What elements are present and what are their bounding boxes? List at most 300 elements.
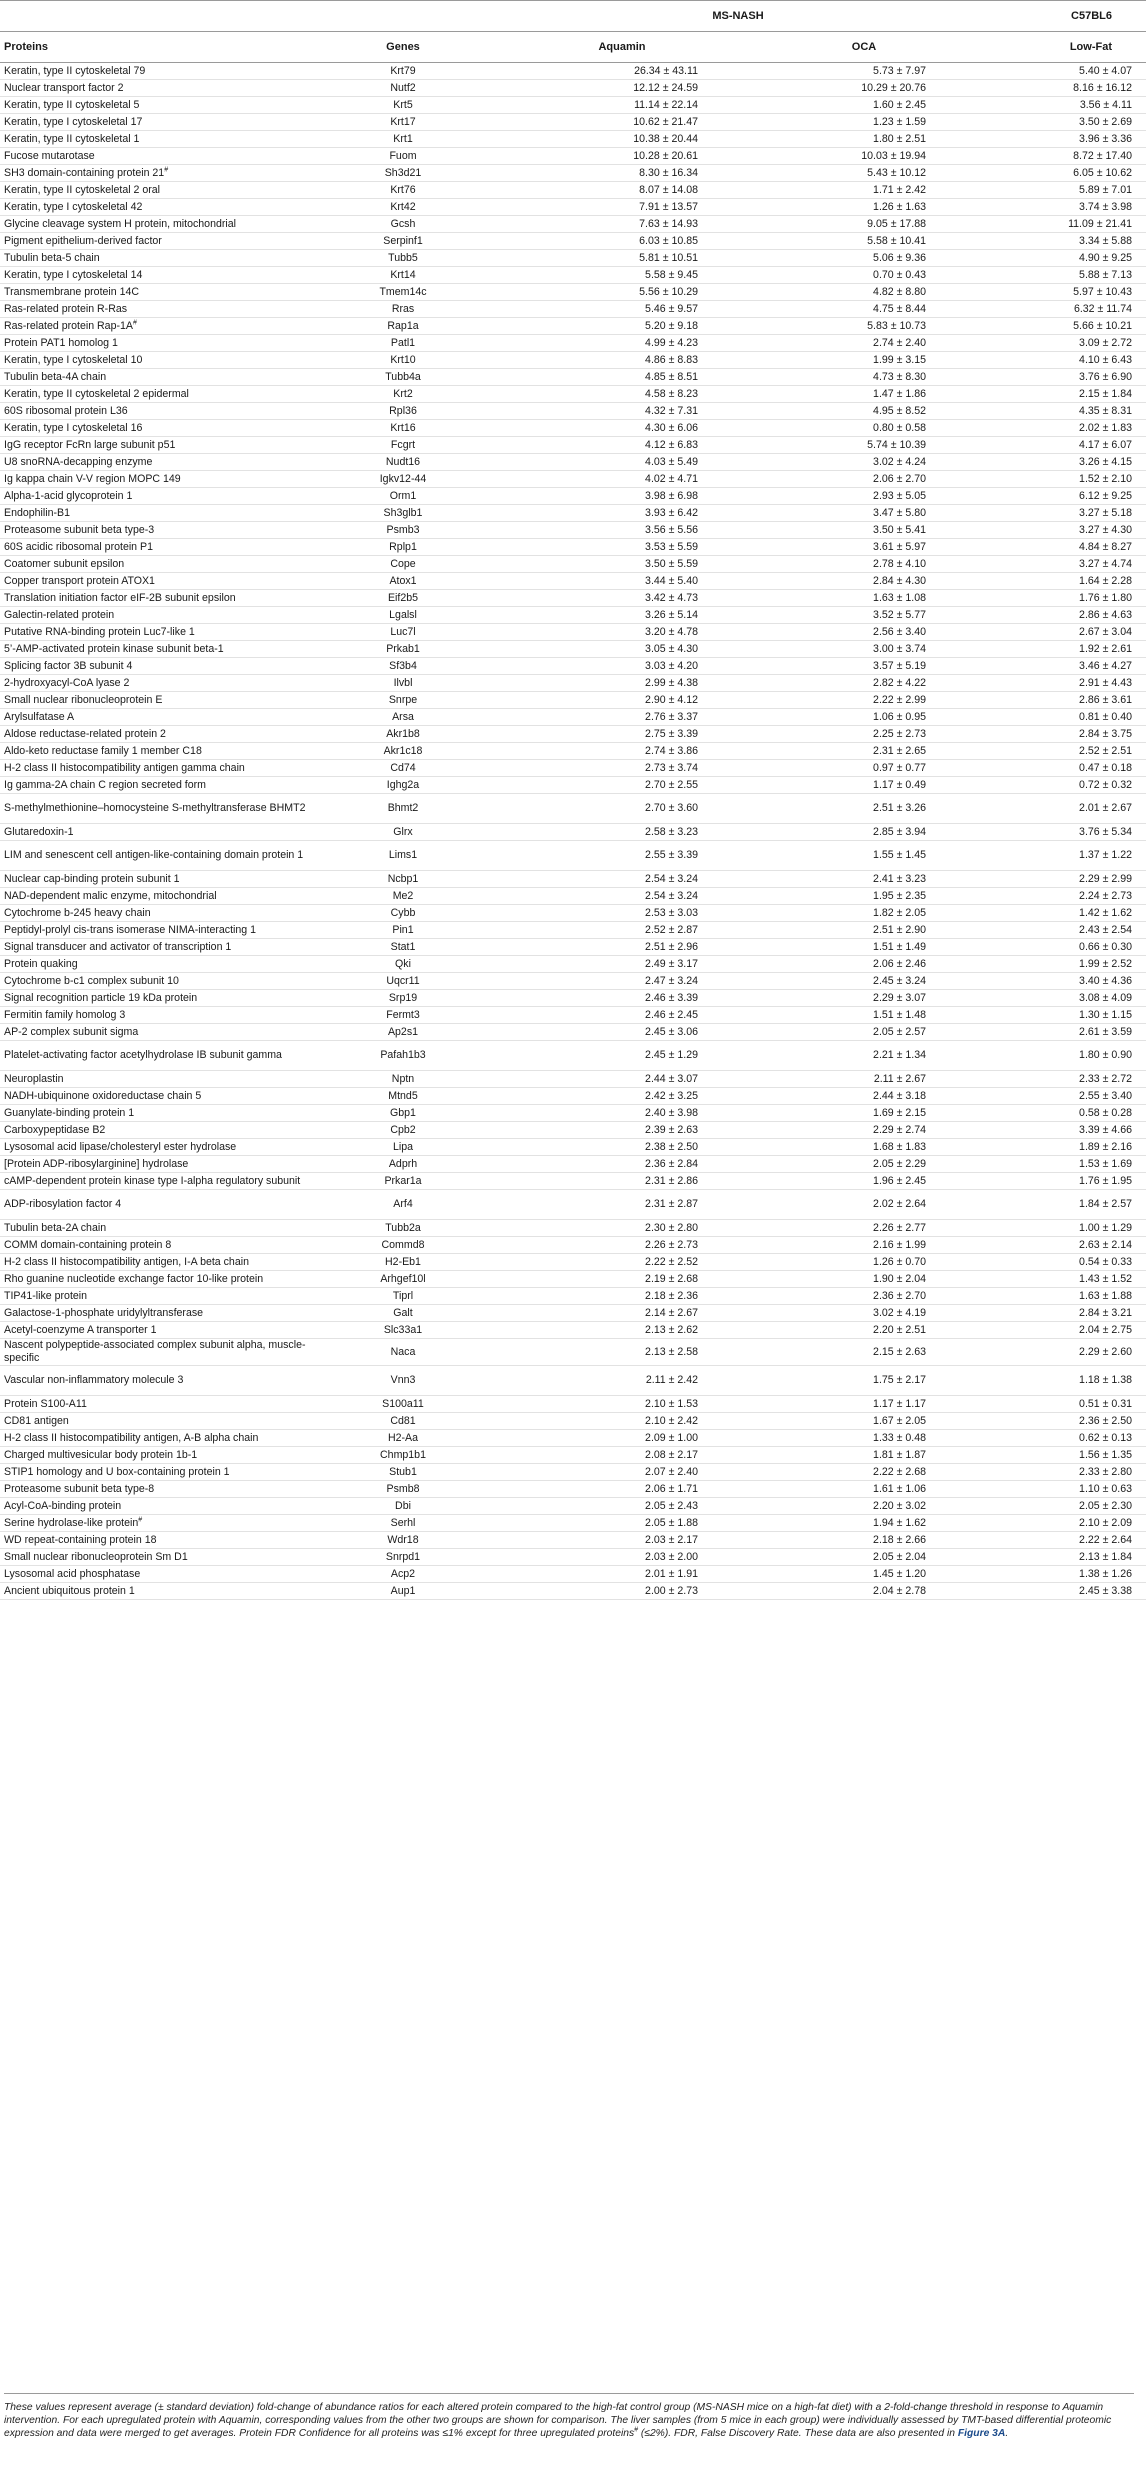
gene-cell [310, 250, 496, 267]
low-fat-cell-text: 1.43 ± 1.52 [1079, 1272, 1132, 1285]
low-fat-cell [980, 1498, 1146, 1515]
low-fat-cell [980, 1447, 1146, 1464]
gene-cell [310, 148, 496, 165]
table-row [0, 216, 1146, 233]
table-row [0, 726, 1146, 743]
oca-cell [748, 437, 980, 454]
table-row [0, 1532, 1146, 1549]
gene-cell-text: Uqcr11 [386, 974, 420, 987]
table-row [0, 1305, 1146, 1322]
low-fat-cell [980, 267, 1146, 284]
table-row [0, 1288, 1146, 1305]
gene-cell-text: Eif2b5 [387, 591, 419, 604]
protein-cell [0, 1139, 310, 1156]
oca-cell [748, 1041, 980, 1071]
aquamin-cell-text: 4.58 ± 8.23 [645, 387, 698, 400]
aquamin-cell-text: 8.30 ± 16.34 [639, 166, 698, 179]
aquamin-cell [496, 1237, 748, 1254]
table-row [0, 386, 1146, 403]
aquamin-cell-text: 3.05 ± 4.30 [645, 642, 698, 655]
low-fat-cell-text: 2.91 ± 4.43 [1079, 676, 1132, 689]
oca-cell-text: 1.06 ± 0.95 [873, 710, 926, 723]
oca-cell-text: 2.22 ± 2.68 [873, 1465, 926, 1478]
low-fat-cell-text: 3.56 ± 4.11 [1079, 98, 1132, 111]
oca-cell-text: 2.05 ± 2.29 [873, 1157, 926, 1170]
oca-cell [748, 250, 980, 267]
table-row [0, 905, 1146, 922]
footnote-marker: # [132, 318, 137, 326]
table-row [0, 80, 1146, 97]
aquamin-cell [496, 726, 748, 743]
gene-cell-text: Slc33a1 [383, 1323, 423, 1336]
aquamin-cell [496, 1464, 748, 1481]
aquamin-cell-text: 2.51 ± 2.96 [645, 940, 698, 953]
aquamin-cell [496, 824, 748, 841]
oca-cell-text: 5.74 ± 10.39 [867, 438, 926, 451]
table-row [0, 658, 1146, 675]
gene-cell-text: Wdr18 [387, 1533, 419, 1546]
gene-cell-text: Snrpd1 [385, 1550, 421, 1563]
protein-cell [0, 1024, 310, 1041]
low-fat-cell-text: 0.72 ± 0.32 [1079, 778, 1132, 791]
low-fat-cell-text: 2.61 ± 3.59 [1079, 1025, 1132, 1038]
low-fat-cell [980, 318, 1146, 335]
oca-cell [748, 939, 980, 956]
low-fat-cell [980, 284, 1146, 301]
protein-cell [0, 1396, 310, 1413]
protein-cell [0, 641, 310, 658]
low-fat-cell-text: 3.46 ± 4.27 [1079, 659, 1132, 672]
gene-cell [310, 403, 496, 420]
low-fat-cell [980, 131, 1146, 148]
gene-cell [310, 1105, 496, 1122]
gene-cell-text: Lgalsl [389, 608, 417, 621]
low-fat-cell [980, 1532, 1146, 1549]
protein-cell-text: 60S ribosomal protein L36 [4, 404, 128, 417]
protein-cell-text: Ig gamma-2A chain C region secreted form [4, 778, 206, 791]
table-row [0, 148, 1146, 165]
table-row [0, 1088, 1146, 1105]
aquamin-cell-text: 2.45 ± 3.06 [645, 1025, 698, 1038]
oca-cell [748, 1566, 980, 1583]
column-header-aquamin: Aquamin [496, 32, 748, 63]
oca-cell-text: 2.85 ± 3.94 [873, 825, 926, 838]
aquamin-cell [496, 1366, 748, 1396]
gene-cell-text: Ncbp1 [387, 872, 419, 885]
low-fat-cell-text: 0.62 ± 0.13 [1079, 1431, 1132, 1444]
table-row [0, 522, 1146, 539]
low-fat-cell [980, 1156, 1146, 1173]
protein-cell [0, 1305, 310, 1322]
oca-cell [748, 471, 980, 488]
low-fat-cell [980, 1288, 1146, 1305]
gene-cell [310, 1041, 496, 1071]
gene-cell [310, 454, 496, 471]
protein-cell [0, 539, 310, 556]
gene-cell [310, 420, 496, 437]
oca-cell [748, 488, 980, 505]
low-fat-cell [980, 386, 1146, 403]
table-row [0, 267, 1146, 284]
protein-cell-text: Fermitin family homolog 3 [4, 1008, 126, 1021]
table-row [0, 888, 1146, 905]
gene-cell [310, 1481, 496, 1498]
oca-cell [748, 1430, 980, 1447]
oca-cell-text: 1.96 ± 2.45 [873, 1174, 926, 1187]
gene-cell [310, 131, 496, 148]
oca-cell-text: 2.41 ± 3.23 [873, 872, 926, 885]
oca-cell [748, 335, 980, 352]
aquamin-cell-text: 2.00 ± 2.73 [645, 1584, 698, 1597]
low-fat-cell-text: 1.53 ± 1.69 [1079, 1157, 1132, 1170]
aquamin-cell [496, 505, 748, 522]
protein-cell-text: Splicing factor 3B subunit 4 [4, 659, 133, 672]
low-fat-cell [980, 199, 1146, 216]
protein-cell-text: Vascular non-inflammatory molecule 3 [4, 1374, 184, 1386]
table-row [0, 1271, 1146, 1288]
aquamin-cell-text: 3.44 ± 5.40 [645, 574, 698, 587]
protein-cell [0, 1549, 310, 1566]
protein-cell [0, 488, 310, 505]
low-fat-cell [980, 1430, 1146, 1447]
aquamin-cell [496, 522, 748, 539]
protein-cell [0, 607, 310, 624]
aquamin-cell [496, 1447, 748, 1464]
protein-cell [0, 1156, 310, 1173]
low-fat-cell [980, 658, 1146, 675]
oca-cell [748, 726, 980, 743]
low-fat-cell-text: 1.84 ± 2.57 [1079, 1198, 1132, 1210]
aquamin-cell-text: 2.03 ± 2.17 [645, 1533, 698, 1546]
protein-cell-text: Coatomer subunit epsilon [4, 557, 125, 570]
protein-cell-text: U8 snoRNA-decapping enzyme [4, 455, 153, 468]
table-row [0, 352, 1146, 369]
low-fat-cell [980, 1481, 1146, 1498]
protein-cell-text: WD repeat-containing protein 18 [4, 1533, 157, 1546]
aquamin-cell [496, 1122, 748, 1139]
oca-cell [748, 956, 980, 973]
aquamin-cell-text: 2.06 ± 1.71 [645, 1482, 698, 1495]
gene-cell [310, 1237, 496, 1254]
table-row [0, 743, 1146, 760]
table-row [0, 1220, 1146, 1237]
oca-cell-text: 2.74 ± 2.40 [873, 336, 926, 349]
low-fat-cell-text: 0.81 ± 0.40 [1079, 710, 1132, 723]
low-fat-cell [980, 63, 1146, 80]
protein-cell-text: H-2 class II histocompatibility antigen gamma chain [4, 761, 245, 774]
oca-cell [748, 1305, 980, 1322]
gene-cell [310, 658, 496, 675]
oca-cell [748, 1156, 980, 1173]
table-row [0, 1024, 1146, 1041]
table-row [0, 1139, 1146, 1156]
figure-link[interactable]: Figure 3A [957, 2428, 1006, 2440]
oca-cell [748, 505, 980, 522]
aquamin-cell [496, 743, 748, 760]
low-fat-cell-text: 2.84 ± 3.75 [1079, 727, 1132, 740]
low-fat-cell-text: 2.43 ± 2.54 [1079, 923, 1132, 936]
aquamin-cell-text: 2.70 ± 2.55 [645, 778, 698, 791]
gene-cell [310, 335, 496, 352]
oca-cell [748, 1007, 980, 1024]
low-fat-cell-text: 0.66 ± 0.30 [1079, 940, 1132, 953]
protein-cell-text: Nascent polypeptide-associated complex subunit alpha, muscle-specific [4, 1339, 306, 1364]
table-footnote [4, 2393, 1134, 2441]
low-fat-cell [980, 148, 1146, 165]
low-fat-cell-text: 2.04 ± 2.75 [1079, 1323, 1132, 1336]
oca-cell-text: 0.97 ± 0.77 [873, 761, 926, 774]
aquamin-cell-text: 2.39 ± 2.63 [645, 1123, 698, 1136]
gene-cell-text: Adprh [388, 1157, 418, 1170]
gene-cell [310, 607, 496, 624]
oca-cell-text: 1.23 ± 1.59 [873, 115, 926, 128]
protein-cell-text: CD81 antigen [4, 1414, 69, 1427]
protein-cell-text: Glutaredoxin-1 [4, 825, 74, 838]
aquamin-cell-text: 2.14 ± 2.67 [645, 1306, 698, 1319]
protein-cell-text: Lysosomal acid phosphatase [4, 1567, 141, 1580]
low-fat-cell [980, 956, 1146, 973]
gene-cell [310, 1088, 496, 1105]
gene-cell [310, 437, 496, 454]
aquamin-cell-text: 4.30 ± 6.06 [645, 421, 698, 434]
oca-cell-text: 2.06 ± 2.46 [873, 957, 926, 970]
gene-cell-text: Fcgrt [390, 438, 416, 451]
oca-cell-text: 3.50 ± 5.41 [873, 523, 926, 536]
protein-cell-text: Aldose reductase-related protein 2 [4, 727, 166, 740]
gene-cell [310, 1156, 496, 1173]
protein-cell [0, 556, 310, 573]
low-fat-cell [980, 841, 1146, 871]
protein-cell [0, 267, 310, 284]
low-fat-cell-text: 2.55 ± 3.40 [1079, 1089, 1132, 1102]
oca-cell [748, 148, 980, 165]
protein-cell [0, 939, 310, 956]
gene-cell [310, 1447, 496, 1464]
table-row [0, 131, 1146, 148]
aquamin-cell-text: 2.07 ± 2.40 [645, 1465, 698, 1478]
gene-cell [310, 539, 496, 556]
protein-cell-text: Carboxypeptidase B2 [4, 1123, 106, 1136]
oca-cell [748, 973, 980, 990]
oca-cell-text: 2.29 ± 2.74 [873, 1123, 926, 1136]
gene-cell-text: Sf3b4 [389, 659, 417, 672]
protein-cell-text: Putative RNA-binding protein Luc7-like 1 [4, 625, 195, 638]
aquamin-cell-text: 4.85 ± 8.51 [645, 370, 698, 383]
low-fat-cell-text: 1.38 ± 1.26 [1079, 1567, 1132, 1580]
aquamin-cell [496, 1430, 748, 1447]
protein-cell [0, 386, 310, 403]
protein-cell [0, 1339, 310, 1366]
oca-cell [748, 1122, 980, 1139]
protein-cell [0, 743, 310, 760]
oca-cell-text: 2.93 ± 5.05 [873, 489, 926, 502]
low-fat-cell [980, 114, 1146, 131]
gene-cell-text: Rras [391, 302, 415, 315]
gene-cell-text: Stub1 [389, 1465, 417, 1478]
low-fat-cell [980, 233, 1146, 250]
gene-cell-text: Atox1 [389, 574, 417, 587]
gene-cell [310, 841, 496, 871]
oca-cell [748, 709, 980, 726]
oca-cell-text: 2.56 ± 3.40 [873, 625, 926, 638]
low-fat-cell-text: 2.52 ± 2.51 [1079, 744, 1132, 757]
protein-cell-text: Nuclear cap-binding protein subunit 1 [4, 872, 180, 885]
aquamin-cell [496, 420, 748, 437]
low-fat-cell-text: 2.22 ± 2.64 [1079, 1533, 1132, 1546]
gene-cell [310, 488, 496, 505]
gene-cell-text: Krt2 [393, 387, 413, 400]
oca-cell-text: 2.02 ± 2.64 [873, 1198, 926, 1210]
oca-cell [748, 641, 980, 658]
aquamin-cell-text: 3.53 ± 5.59 [645, 540, 698, 553]
footnote-marker: # [164, 165, 169, 173]
oca-cell-text: 1.17 ± 0.49 [873, 778, 926, 791]
low-fat-cell-text: 3.76 ± 5.34 [1079, 825, 1132, 838]
gene-cell-text: Krt42 [390, 200, 416, 213]
protein-cell-text: Tubulin beta-4A chain [4, 370, 107, 383]
aquamin-cell-text: 5.20 ± 9.18 [645, 319, 698, 332]
gene-cell-text: Prkab1 [386, 642, 420, 655]
oca-cell [748, 1413, 980, 1430]
oca-cell-text: 3.57 ± 5.19 [873, 659, 926, 672]
gene-cell-text: Cd74 [390, 761, 416, 774]
low-fat-cell [980, 990, 1146, 1007]
low-fat-cell [980, 488, 1146, 505]
protein-cell [0, 1088, 310, 1105]
aquamin-cell-text: 11.14 ± 22.14 [634, 98, 698, 111]
protein-cell [0, 973, 310, 990]
low-fat-cell-text: 2.29 ± 2.99 [1079, 872, 1132, 885]
low-fat-cell [980, 871, 1146, 888]
gene-cell [310, 905, 496, 922]
aquamin-cell [496, 871, 748, 888]
oca-cell [748, 216, 980, 233]
protein-cell-text: Copper transport protein ATOX1 [4, 574, 155, 587]
protein-cell-text: Serine hydrolase-like protein [4, 1516, 139, 1529]
table-row [0, 1190, 1146, 1220]
gene-cell [310, 990, 496, 1007]
gene-cell [310, 709, 496, 726]
column-header-genes: Genes [310, 32, 496, 63]
aquamin-cell-text: 2.08 ± 2.17 [645, 1448, 698, 1461]
protein-cell-text: Aldo-keto reductase family 1 member C18 [4, 744, 202, 757]
table-row [0, 1339, 1146, 1366]
low-fat-cell [980, 1071, 1146, 1088]
aquamin-cell [496, 556, 748, 573]
protein-cell [0, 692, 310, 709]
low-fat-cell [980, 888, 1146, 905]
protein-cell [0, 1583, 310, 1600]
gene-cell [310, 1139, 496, 1156]
aquamin-cell [496, 841, 748, 871]
protein-cell-text: Protein quaking [4, 957, 78, 970]
low-fat-cell [980, 1322, 1146, 1339]
gene-cell-text: Cybb [390, 906, 416, 919]
gene-cell-text: Nptn [391, 1072, 415, 1085]
gene-cell-text: Krt10 [390, 353, 416, 366]
low-fat-cell [980, 454, 1146, 471]
aquamin-cell-text: 2.19 ± 2.68 [645, 1272, 698, 1285]
gene-cell [310, 216, 496, 233]
low-fat-cell-text: 3.26 ± 4.15 [1079, 455, 1132, 468]
oca-cell-text: 2.78 ± 4.10 [873, 557, 926, 570]
protein-cell [0, 760, 310, 777]
low-fat-cell-text: 1.80 ± 0.90 [1079, 1049, 1132, 1061]
protein-cell-text: Keratin, type II cytoskeletal 1 [4, 132, 140, 145]
aquamin-cell-text: 2.10 ± 1.53 [645, 1397, 698, 1410]
aquamin-cell [496, 1481, 748, 1498]
oca-cell-text: 4.95 ± 8.52 [873, 404, 926, 417]
aquamin-cell [496, 590, 748, 607]
protein-cell [0, 1190, 310, 1220]
low-fat-cell-text: 2.33 ± 2.80 [1079, 1465, 1132, 1478]
gene-cell-text: Tiprl [392, 1289, 414, 1302]
low-fat-cell-text: 2.01 ± 2.67 [1079, 802, 1132, 814]
low-fat-cell-text: 3.09 ± 2.72 [1079, 336, 1132, 349]
protein-cell [0, 1220, 310, 1237]
table-row [0, 1105, 1146, 1122]
aquamin-cell [496, 794, 748, 824]
oca-cell-text: 1.61 ± 1.06 [873, 1482, 926, 1495]
gene-cell-text: Fuom [389, 149, 417, 162]
protein-cell-text: AP-2 complex subunit sigma [4, 1025, 139, 1038]
low-fat-cell-text: 3.34 ± 5.88 [1079, 234, 1132, 247]
aquamin-cell [496, 131, 748, 148]
gene-cell-text: Lims1 [388, 849, 418, 861]
protein-cell [0, 148, 310, 165]
gene-cell [310, 1430, 496, 1447]
protein-cell-text: Keratin, type II cytoskeletal 2 oral [4, 183, 161, 196]
gene-cell [310, 386, 496, 403]
protein-cell-text: NADH-ubiquinone oxidoreductase chain 5 [4, 1089, 202, 1102]
protein-cell-text: Neuroplastin [4, 1072, 64, 1085]
protein-cell-text: Keratin, type II cytoskeletal 2 epidermal [4, 387, 189, 400]
aquamin-cell [496, 182, 748, 199]
low-fat-cell-text: 11.09 ± 21.41 [1068, 217, 1132, 230]
gene-cell-text: Nutf2 [390, 81, 416, 94]
oca-cell [748, 658, 980, 675]
gene-cell [310, 777, 496, 794]
oca-cell [748, 1190, 980, 1220]
protein-cell-text: Cytochrome b-c1 complex subunit 10 [4, 974, 179, 987]
gene-cell [310, 114, 496, 131]
protein-cell-text: Tubulin beta-2A chain [4, 1221, 107, 1234]
low-fat-cell [980, 1566, 1146, 1583]
aquamin-cell-text: 2.26 ± 2.73 [645, 1238, 698, 1251]
oca-cell [748, 905, 980, 922]
gene-cell-text: Tubb2a [385, 1221, 421, 1234]
oca-cell [748, 1515, 980, 1532]
low-fat-cell [980, 97, 1146, 114]
low-fat-cell [980, 471, 1146, 488]
aquamin-cell-text: 2.36 ± 2.84 [645, 1157, 698, 1170]
table-row [0, 939, 1146, 956]
aquamin-cell [496, 386, 748, 403]
table-row [0, 1447, 1146, 1464]
aquamin-cell [496, 403, 748, 420]
aquamin-cell-text: 4.02 ± 4.71 [645, 472, 698, 485]
gene-cell-text: Ilvbl [393, 676, 413, 689]
table-row [0, 403, 1146, 420]
table-row [0, 97, 1146, 114]
oca-cell [748, 1173, 980, 1190]
oca-cell-text: 4.75 ± 8.44 [873, 302, 926, 315]
oca-cell-text: 1.82 ± 2.05 [873, 906, 926, 919]
protein-cell-text: H-2 class II histocompatibility antigen, I-A beta chain [4, 1255, 249, 1268]
oca-cell [748, 556, 980, 573]
low-fat-cell [980, 760, 1146, 777]
protein-cell [0, 1481, 310, 1498]
